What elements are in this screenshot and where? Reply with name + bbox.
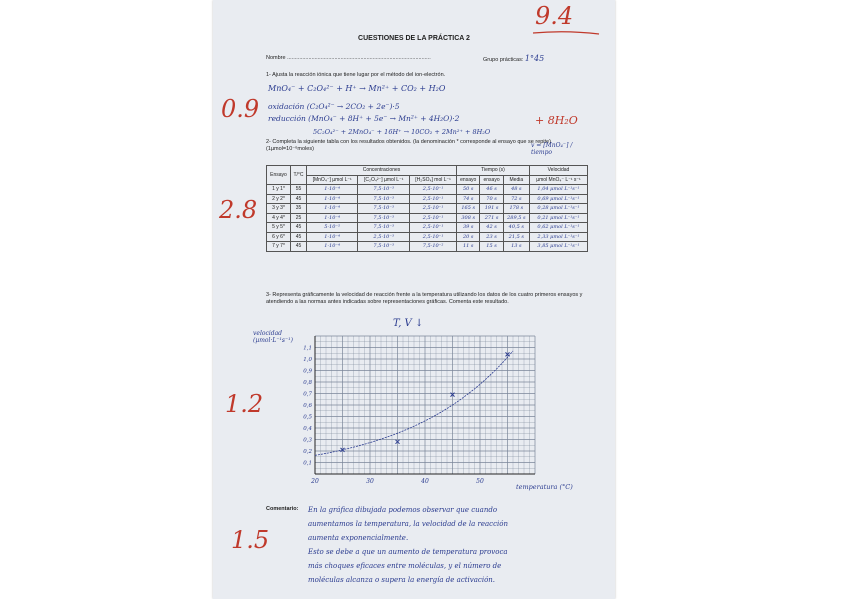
table-cell: 21,5 s — [503, 232, 529, 242]
table-cell: 3 y 3* — [267, 204, 291, 214]
table-cell: 2,33 µmol L⁻¹s⁻¹ — [529, 232, 587, 242]
q1-score: 0.9 — [221, 95, 260, 123]
table-cell: 2,5·10⁻¹ — [410, 232, 457, 242]
table-row — [267, 223, 588, 233]
table-cell: 0,69 µmol L⁻¹s⁻¹ — [529, 194, 587, 204]
q3-prompt: 3- Representa gráficamente la velocidad de reacción frente a la temperatura utilizando los datos de los cuatro primeros ensayos y atendiendo a las normas antes indicadas sobre representaciones gráficas. Comenta este resultado. — [266, 292, 583, 305]
y-tick-label: 1,1 — [303, 345, 312, 352]
x-tick-label: 20 — [311, 478, 319, 485]
table-cell: 271 s — [480, 213, 503, 223]
q1-line2: oxidación (C₂O₄²⁻ → 2CO₂ + 2e⁻)·5 — [268, 102, 400, 111]
table-cell: 165 s — [457, 204, 480, 214]
table-cell: 1·10⁻⁴ — [306, 185, 357, 195]
table-cell: 1,04 µmol L⁻¹s⁻¹ — [529, 185, 587, 195]
q1-correction: + 8H₂O — [535, 114, 578, 127]
table-row — [267, 213, 588, 223]
table-cell: 20 s — [457, 232, 480, 242]
table-cell: 48 s — [503, 185, 529, 195]
th-vel: Velocidad — [529, 166, 587, 176]
table-row — [267, 242, 588, 252]
table-cell: 2,5·10⁻¹ — [410, 194, 457, 204]
table-cell: 1·10⁻⁴ — [306, 232, 357, 242]
th-conc: Concentraciones — [306, 166, 456, 176]
q4-score: 1.5 — [231, 526, 270, 554]
table-cell: 1·10⁻⁴ — [306, 242, 357, 252]
table-cell: 7,5·10⁻² — [410, 242, 457, 252]
y-tick-label: 0,6 — [303, 403, 312, 409]
table-cell: 23 s — [480, 232, 503, 242]
table-cell: 7,5·10⁻³ — [358, 194, 410, 204]
comment-line: moléculas alcanza o supera la energía de activación. — [308, 576, 496, 584]
table-cell: 50 s — [457, 185, 480, 195]
group-value: 1°45 — [524, 54, 545, 63]
x-tick-label: 40 — [421, 478, 429, 485]
y-tick-label: 0,5 — [303, 414, 312, 421]
table-row — [267, 232, 588, 242]
table-cell: 0,62 µmol L⁻¹s⁻¹ — [529, 223, 587, 233]
table-cell: 45 — [291, 242, 307, 252]
comment-line: más choques eficaces entre moléculas, y el número de — [308, 562, 502, 570]
table-row — [267, 185, 588, 195]
comment-line: En la gráfica dibujada podemos observar que cuando — [308, 506, 498, 514]
table-cell: 6 y 6* — [267, 232, 291, 242]
table-cell: 25 — [291, 213, 307, 223]
table-cell: 2,5·10⁻¹ — [410, 204, 457, 214]
table-cell: 35 — [291, 204, 307, 214]
th-temp: T/°C — [291, 166, 307, 185]
table-cell: 2,5·10⁻¹ — [410, 223, 457, 233]
table-cell: 2,5·10⁻¹ — [410, 213, 457, 223]
th-ens2: ensayo — [480, 175, 503, 185]
table-row — [267, 194, 588, 204]
th-ensayo: Ensayo — [267, 166, 291, 185]
table-cell: 72 s — [503, 194, 529, 204]
table-cell: 1·10⁻⁴ — [306, 204, 357, 214]
table-cell: 40,5 s — [503, 223, 529, 233]
th-vunit: µmol MnO₄⁻ L⁻¹ s⁻¹ — [529, 175, 587, 185]
table-cell: 2,5·10⁻³ — [358, 232, 410, 242]
table-cell: 5 y 5* — [267, 223, 291, 233]
table-row — [267, 204, 588, 214]
table-cell: 0,21 µmol L⁻¹s⁻¹ — [529, 213, 587, 223]
table-cell: 5·10⁻⁵ — [306, 223, 357, 233]
y-tick-label: 0,3 — [303, 437, 312, 444]
x-tick-label: 30 — [366, 478, 374, 485]
th-time: Tiempo (s) — [457, 166, 530, 176]
table-cell: 1·10⁻⁴ — [306, 213, 357, 223]
group-label: Grupo prácticas: 1°45 — [483, 54, 545, 63]
x-tick-label: 50 — [476, 478, 484, 485]
y-tick-label: 0,8 — [303, 380, 312, 386]
table-cell: 11 s — [457, 242, 480, 252]
comment-label: Comentario: — [266, 506, 299, 512]
name-label: Nombre .............................................................................................. — [266, 55, 431, 61]
table-cell: 74 s — [457, 194, 480, 204]
graph-xlabel: temperatura (°C) — [516, 483, 573, 491]
table-cell: 0,28 µmol L⁻¹s⁻¹ — [529, 204, 587, 214]
table-cell: 55 — [291, 185, 307, 195]
comment-line: aumentamos la temperatura, la velocidad de la reacción — [308, 520, 508, 528]
exam-sheet — [213, 0, 615, 599]
total-score: 9.4 — [535, 2, 574, 30]
q1-line3: reducción (MnO₄⁻ + 8H⁺ + 5e⁻ → Mn²⁺ + 4H₂O)·2 — [268, 114, 460, 123]
table-cell: 7,5·10⁻³ — [358, 185, 410, 195]
q2-score: 2.8 — [219, 196, 258, 224]
graph-title: T, V ↓ — [393, 318, 424, 329]
table-cell: 45 — [291, 223, 307, 233]
y-tick-label: 0,1 — [303, 460, 312, 467]
table-cell: 4 y 4* — [267, 213, 291, 223]
table-cell: 7,5·10⁻³ — [358, 223, 410, 233]
q2-note: v = [MnO₄⁻] / tiempo — [531, 142, 573, 156]
table-cell: 45 — [291, 232, 307, 242]
table-cell: 42 s — [480, 223, 503, 233]
th-ens1: ensayo — [457, 175, 480, 185]
comment-text — [308, 503, 608, 587]
th-mno4: [MnO₄⁻] µmol L⁻¹ — [306, 175, 357, 185]
table-cell: 46 s — [480, 185, 503, 195]
q1-prompt: 1- Ajusta la reacción iónica que tiene lugar por el método del ion-electrón. — [266, 72, 446, 78]
q1-line4: 5C₂O₄²⁻ + 2MnO₄⁻ + 16H⁺ → 10CO₂ + 2Mn²⁺ + 8H₂O — [313, 128, 491, 136]
table-cell: 70 s — [480, 194, 503, 204]
q3-score: 1.2 — [225, 390, 264, 418]
velocity-temperature-graph — [299, 330, 551, 500]
table-cell: 289,5 s — [503, 213, 529, 223]
results-table — [266, 165, 588, 252]
table-cell: 13 s — [503, 242, 529, 252]
th-media: Media — [503, 175, 529, 185]
table-cell: 15 s — [480, 242, 503, 252]
table-cell: 1·10⁻⁴ — [306, 194, 357, 204]
th-h2so4: [H₂SO₄] mol L⁻¹ — [410, 175, 457, 185]
table-cell: 2 y 2* — [267, 194, 291, 204]
table-cell: 7 y 7* — [267, 242, 291, 252]
table-cell: 2,5·10⁻¹ — [410, 185, 457, 195]
y-tick-label: 0,2 — [303, 449, 312, 455]
comment-line: Esto se debe a que un aumento de temperatura provoca — [308, 548, 508, 556]
graph-ylabel: velocidad (µmol·L⁻¹s⁻¹) — [253, 330, 293, 344]
table-cell: 3,85 µmol L⁻¹s⁻¹ — [529, 242, 587, 252]
y-tick-label: 0,4 — [303, 426, 312, 432]
q2-prompt: 2- Completa la siguiente tabla con los resultados obtenidos. (la denominación * corresponde al ensayo que se repite) (1µmol=10⁻⁶moles) — [266, 139, 551, 152]
table-cell: 191 s — [480, 204, 503, 214]
table-cell: 39 s — [457, 223, 480, 233]
th-c2o4: [C₂O₄²⁻] µmol L⁻¹ — [358, 175, 410, 185]
y-tick-label: 1,0 — [303, 357, 312, 363]
table-cell: 7,5·10⁻³ — [358, 213, 410, 223]
table-cell: 1 y 1* — [267, 185, 291, 195]
y-tick-label: 0,7 — [303, 391, 312, 398]
comment-line: aumenta exponencialmente. — [308, 534, 409, 542]
table-cell: 178 s — [503, 204, 529, 214]
y-tick-label: 0,9 — [303, 368, 312, 375]
table-cell: 7,5·10⁻³ — [358, 204, 410, 214]
table-cell: 308 s — [457, 213, 480, 223]
table-cell: 45 — [291, 194, 307, 204]
page-title: CUESTIONES DE LA PRÁCTICA 2 — [358, 35, 470, 42]
table-cell: 7,5·10⁻³ — [358, 242, 410, 252]
q1-line1: MnO₄⁻ + C₂O₄²⁻ + H⁺ → Mn²⁺ + CO₂ + H₂O — [268, 84, 446, 93]
